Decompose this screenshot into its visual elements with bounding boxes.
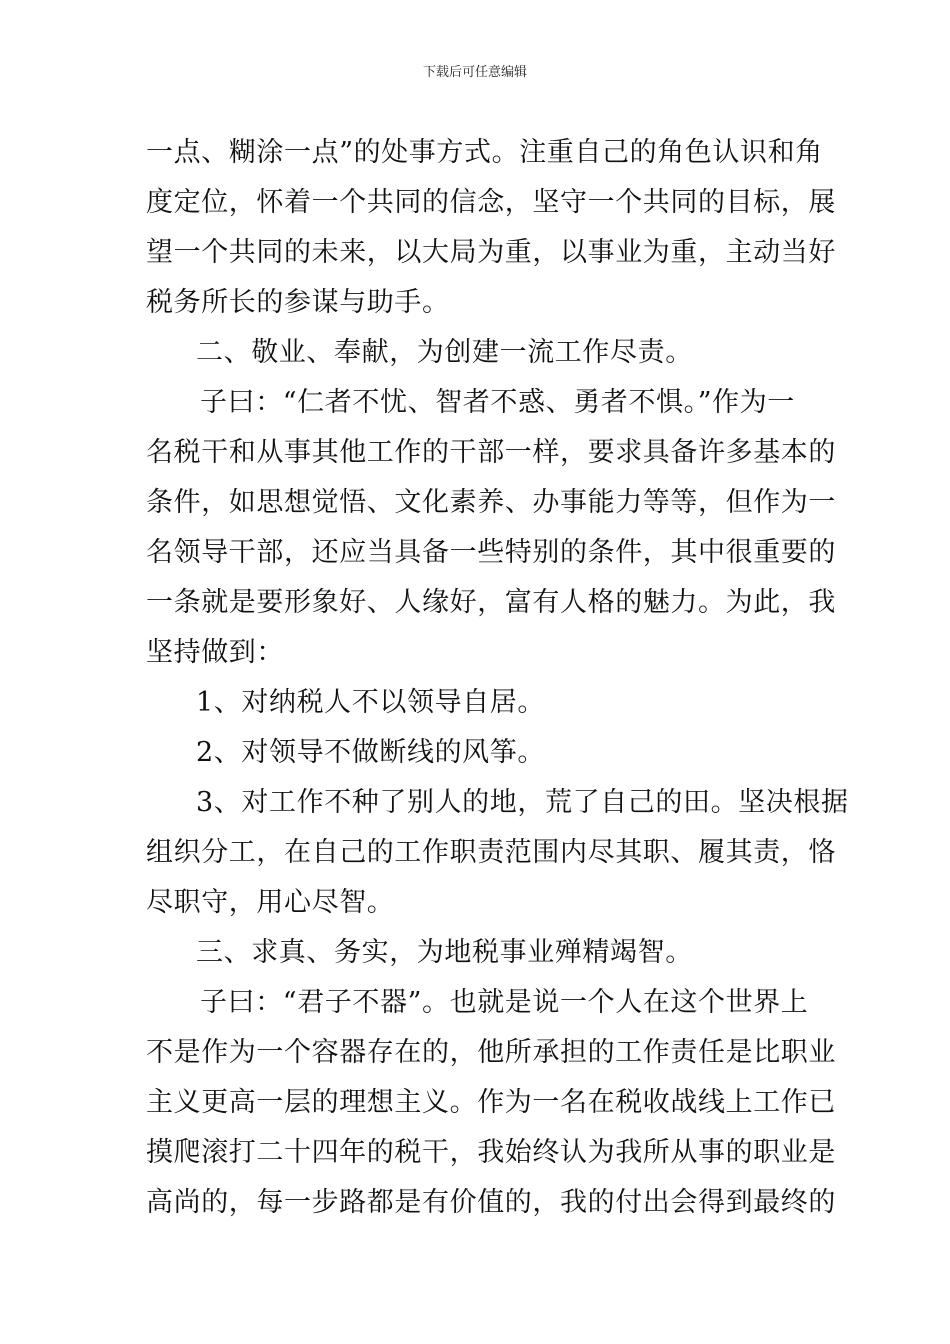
text-line: 名领导干部，还应当具备一些特别的条件，其中很重要的 [146,537,836,568]
document-body [146,128,849,1228]
text-line: 组织分工，在自己的工作职责范围内尽其职、履其责，恪 [146,837,836,868]
text-line: 坚持做到： [146,637,284,668]
text-line: 一点、糊涂一点”的处事方式。注重自己的角色认识和角 [146,137,823,168]
text-line: 子曰：“君子不器”。也就是说一个人在这个世界上 [200,987,809,1018]
text-line: 子曰：“仁者不忧、智者不惑、勇者不惧。”作为一 [200,387,795,418]
text-line: 望一个共同的未来，以大局为重，以事业为重，主动当好 [146,237,836,268]
text-line: 税务所长的参谋与助手。 [146,287,450,318]
text-line: 度定位，怀着一个共同的信念，坚守一个共同的目标，展 [146,187,836,218]
text-line: 主义更高一层的理想主义。作为一名在税收战线上工作已 [146,1087,836,1118]
list-item: 1、对纳税人不以领导自居。 [196,687,545,718]
text-line: 一条就是要形象好、人缘好，富有人格的魅力。为此，我 [146,587,836,618]
page-header: 下载后可任意编辑 [422,65,527,80]
list-item: 3、对工作不种了别人的地，荒了自己的田。坚决根据 [196,787,849,818]
section-heading: 二、敬业、奉献，为创建一流工作尽责。 [196,337,693,368]
text-line: 条件，如思想觉悟、文化素养、办事能力等等，但作为一 [146,487,836,518]
text-line: 摸爬滚打二十四年的税干，我始终认为我所从事的职业是 [146,1137,836,1168]
text-line: 尽职守，用心尽智。 [146,887,395,918]
text-line: 不是作为一个容器存在的，他所承担的工作责任是比职业 [146,1037,836,1068]
text-line: 高尚的，每一步路都是有价值的，我的付出会得到最终的 [146,1187,836,1218]
text-line: 名税干和从事其他工作的干部一样，要求具备许多基本的 [146,437,836,468]
list-item: 2、对领导不做断线的风筝。 [196,737,545,768]
section-heading: 三、求真、务实，为地税事业殚精竭智。 [196,937,693,968]
